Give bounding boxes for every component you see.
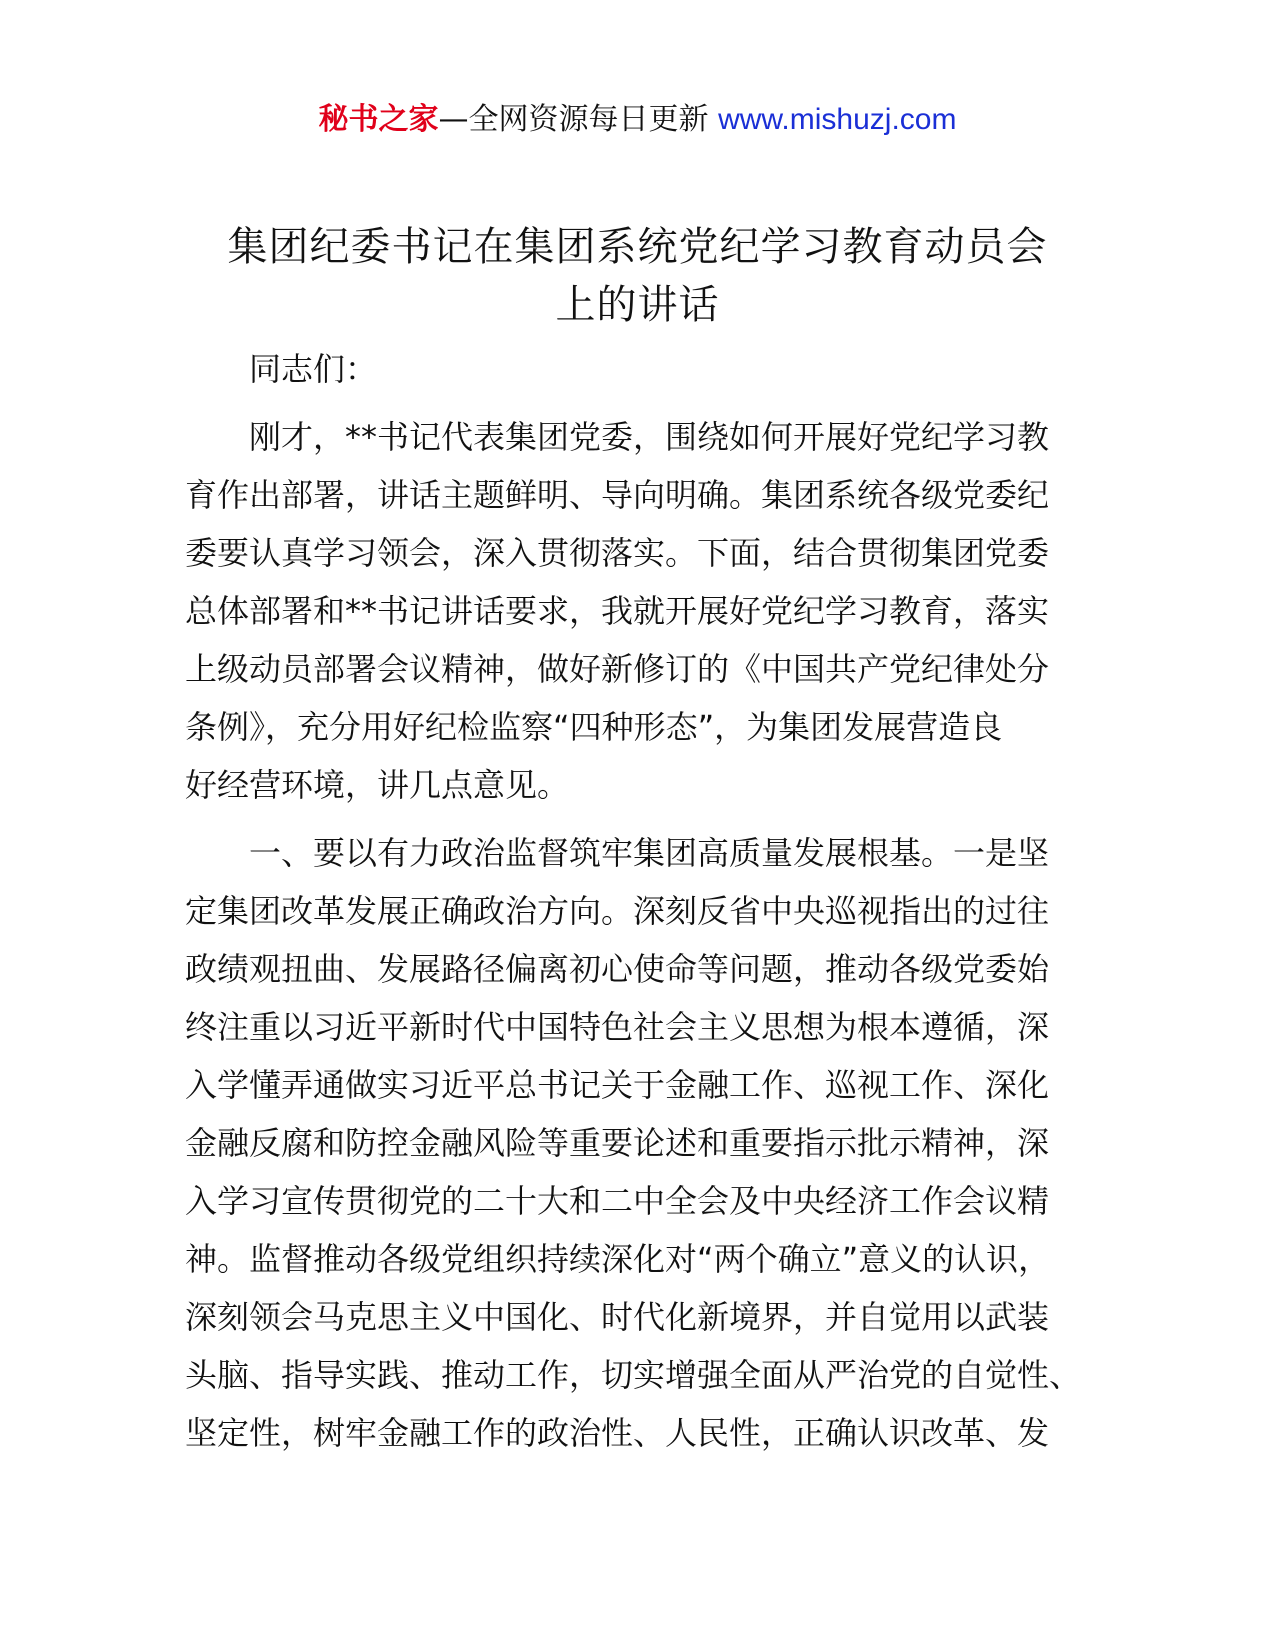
paragraph-line: 一、要以有力政治监督筑牢集团高质量发展根基。一是坚	[249, 834, 1050, 872]
paragraph-line: 政绩观扭曲、发展路径偏离初心使命等问题，推动各级党委始	[185, 950, 1050, 988]
header-tagline: —全网资源每日更新	[438, 102, 709, 137]
title-line-1: 集团纪委书记在集团系统党纪学习教育动员会	[227, 224, 1048, 270]
document-title	[185, 218, 1090, 334]
paragraph-line: 委要认真学习领会，深入贯彻落实。下面，结合贯彻集团党委	[185, 534, 1050, 572]
paragraph-line: 好经营环境，讲几点意见。	[185, 766, 570, 804]
paragraph-line: 头脑、指导实践、推动工作，切实增强全面从严治党的自觉性、	[185, 1356, 1082, 1394]
site-url-link[interactable]: www.mishuzj.com	[718, 103, 957, 136]
paragraph-1	[185, 408, 1090, 814]
title-line-2: 上的讲话	[555, 282, 720, 328]
brand-name: 秘书之家	[318, 102, 439, 137]
paragraph-2	[185, 824, 1090, 1462]
paragraph-line: 神。监督推动各级党组织持续深化对“两个确立”意义的认识，	[185, 1240, 1051, 1278]
paragraph-line: 定集团改革发展正确政治方向。深刻反省中央巡视指出的过往	[185, 892, 1050, 930]
paragraph-line: 入学习宣传贯彻党的二十大和二中全会及中央经济工作会议精	[185, 1182, 1050, 1220]
paragraph-line: 终注重以习近平新时代中国特色社会主义思想为根本遵循，深	[185, 1008, 1050, 1046]
document-body	[185, 340, 1090, 1462]
paragraph-line: 条例》，充分用好纪检监察“四种形态”，为集团发展营造良	[185, 708, 1003, 746]
greeting: 同志们：	[249, 350, 378, 388]
site-header	[0, 100, 1275, 140]
paragraph-line: 深刻领会马克思主义中国化、时代化新境界，并自觉用以武装	[185, 1298, 1050, 1336]
paragraph-line: 刚才，**书记代表集团党委，围绕如何开展好党纪学习教	[249, 418, 1050, 456]
paragraph-line: 金融反腐和防控金融风险等重要论述和重要指示批示精神，深	[185, 1124, 1050, 1162]
paragraph-line: 入学懂弄通做实习近平总书记关于金融工作、巡视工作、深化	[185, 1066, 1050, 1104]
paragraph-line: 育作出部署，讲话主题鲜明、导向明确。集团系统各级党委纪	[185, 476, 1050, 514]
paragraph-line: 总体部署和**书记讲话要求，我就开展好党纪学习教育，落实	[185, 592, 1050, 630]
paragraph-line: 坚定性，树牢金融工作的政治性、人民性，正确认识改革、发	[185, 1414, 1050, 1452]
paragraph-line: 上级动员部署会议精神，做好新修订的《中国共产党纪律处分	[185, 650, 1050, 688]
